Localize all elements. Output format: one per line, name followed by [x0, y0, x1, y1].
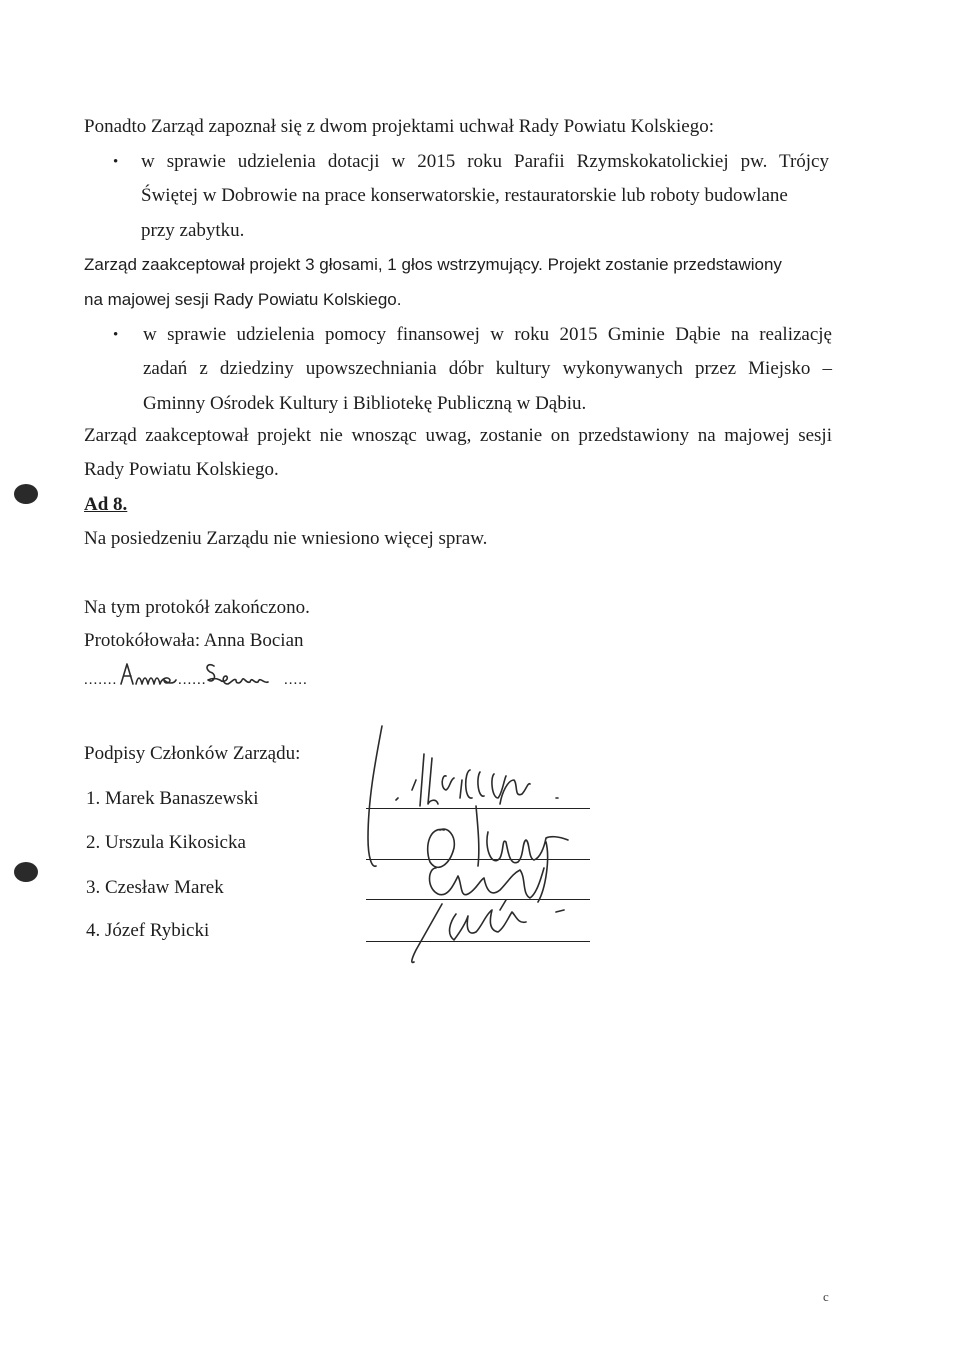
item2-result-line-2: Rady Powiatu Kolskiego. [84, 459, 279, 480]
recorder-dots-start: ....... [84, 672, 118, 688]
item2-line-2: zadań z dziedziny upowszechniania dóbr kultury wykonywanych przez Miejsko – [143, 358, 832, 379]
recorder-signature [118, 660, 288, 690]
item1-line-3: przy zabytku. [141, 220, 245, 241]
bullet-marker: • [113, 327, 119, 343]
item2-result-line-1: Zarząd zaakceptował projekt nie wnosząc uwag, zostanie on przedstawiony na majowej sesji [84, 425, 832, 446]
punch-hole-upper [14, 484, 38, 504]
member-name: 4. Józef Rybicki [86, 920, 210, 941]
ad8-text: Na posiedzeniu Zarządu nie wniesiono więcej spraw. [84, 528, 488, 549]
item1-line-2: Świętej w Dobrowie na prace konserwatorskie, restauratorskie lub roboty budowlane [141, 185, 788, 206]
member-name: 3. Czesław Marek [86, 877, 224, 898]
item2-line-3: Gminny Ośrodek Kultury i Bibliotekę Publiczną w Dąbiu. [143, 393, 587, 414]
item2-line-1: w sprawie udzielenia pomocy finansowej w roku 2015 Gminie Dąbie na realizację [143, 324, 832, 345]
punch-hole-lower [14, 862, 38, 882]
item1-result-line-2: na majowej sesji Rady Powiatu Kolskiego. [84, 290, 402, 309]
item1-line-1: w sprawie udzielenia dotacji w 2015 roku Parafii Rzymskokatolickiej pw. Trójcy [141, 151, 829, 172]
section-heading-ad8: Ad 8. [84, 494, 128, 515]
closing-text: Na tym protokół zakończono. [84, 597, 310, 618]
intro-text: Ponadto Zarząd zapoznał się z dwom projektami uchwał Rady Powiatu Kolskiego: [84, 116, 715, 137]
signatures-heading: Podpisy Członków Zarządu: [84, 743, 301, 764]
recorder-text: Protokółowała: Anna Bocian [84, 630, 304, 651]
recorder-dots-end: ..... [284, 672, 308, 688]
member-name: 1. Marek Banaszewski [86, 788, 259, 809]
item1-result-line-1: Zarząd zaakceptował projekt 3 głosami, 1 głos wstrzymujący. Projekt zostanie przedstawiony [84, 255, 782, 274]
recorder-dots-middle: ...... [178, 672, 207, 688]
member-signatures [350, 718, 610, 968]
bullet-marker: • [113, 154, 119, 170]
member-name: 2. Urszula Kikosicka [86, 832, 246, 853]
page-mark: c [823, 1289, 829, 1304]
